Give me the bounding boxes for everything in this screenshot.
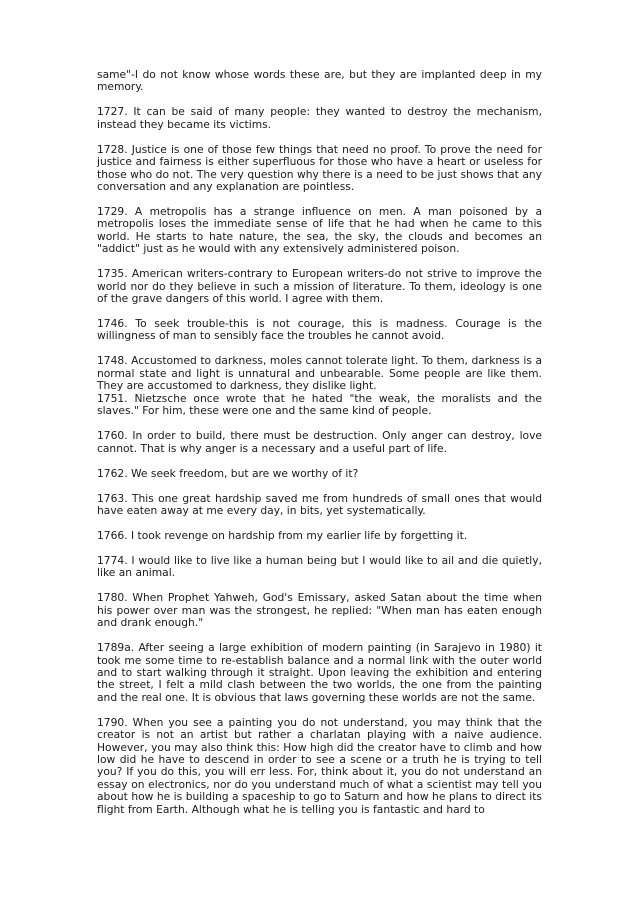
paragraph-1790: 1790. When you see a painting you do not understand, you may think that the creator is not an artist but rather a charlatan playing with a naive audience. However, you may also think this: How high did the creator have to climb and how low did he have to descend in order to see a scene or a truth he is trying to tell you? If you do this, you will err less. For, think about it, you do not understand an essay on electronics, nor do you understand much of what a scientist may tell you about how he is building a spaceship to go to Saturn and how he plans to direct its flight from Earth. Although what he is telling you is fantastic and hard to bbox=[97, 715, 542, 816]
paragraph-1780: 1780. When Prophet Yahweh, God's Emissary, asked Satan about the time when his power over man was the strongest, he replied: "When man has eaten enough and drank enough." bbox=[97, 591, 542, 630]
paragraph-1748: 1748. Accustomed to darkness, moles cannot tolerate light. To them, darkness is a normal state and light is unnatural and unbearable. Some people are like them. They are accustomed to darkness, they dislike light. bbox=[97, 354, 542, 393]
paragraph-1728: 1728. Justice is one of those few things that need no proof. To prove the need for justice and fairness is either superfluous for those who have a heart or useless for those who do not. The very question why there is a need to be just shows that any conversation and any explanation are pointless. bbox=[97, 142, 542, 194]
paragraph-1774: 1774. I would like to live like a human being but I would like to ail and die quietly, like an animal. bbox=[97, 553, 542, 580]
paragraph-1751: 1751. Nietzsche once wrote that he hated "the weak, the moralists and the slaves." For him, these were one and the same kind of people. bbox=[97, 391, 542, 418]
paragraph-memory: same"-I do not know whose words these are, but they are implanted deep in my memory. bbox=[97, 68, 542, 94]
paragraph-1763: 1763. This one great hardship saved me from hundreds of small ones that would have eaten away at me every day, in bits, yet systematically. bbox=[97, 491, 542, 517]
paragraph-1789a: 1789a. After seeing a large exhibition of modern painting (in Sarajevo in 1980) it took me some time to re-establish balance and a normal link with the outer world and to start walking through it straight. Upon leaving the exhibition and entering the street, I felt a mild clash between the two worlds, the one from the painting and the real one. It is obvious that laws governing these worlds are not the same. bbox=[97, 641, 542, 704]
paragraph-1766: 1766. I took revenge on hardship from my earlier life by forgetting it. bbox=[97, 528, 468, 542]
paragraph-1762: 1762. We seek freedom, but are we worthy of it? bbox=[97, 466, 359, 480]
paragraph-1760: 1760. In order to build, there must be destruction. Only anger can destroy, love cannot. That is why anger is a necessary and a useful part of life. bbox=[97, 429, 542, 455]
paragraph-1727: 1727. It can be said of many people: they wanted to destroy the mechanism, instead they became its victims. bbox=[97, 105, 542, 131]
document-page bbox=[97, 69, 542, 829]
paragraph-1729: 1729. A metropolis has a strange influence on men. A man poisoned by a metropolis loses the immediate sense of life that he had when he came to this world. He starts to hate nature, the sea, the sky, the clouds and becomes an "addict" just as he would with any extensively administered poison. bbox=[97, 205, 542, 256]
paragraph-1746: 1746. To seek trouble-this is not courage, this is madness. Courage is the willingness of man to sensibly face the troubles he cannot avoid. bbox=[97, 317, 542, 343]
paragraph-1735: 1735. American writers-contrary to European writers-do not strive to improve the world nor do they believe in such a mission of literature. To them, ideology is one of the grave dangers of this world. I agree with them. bbox=[97, 267, 542, 306]
